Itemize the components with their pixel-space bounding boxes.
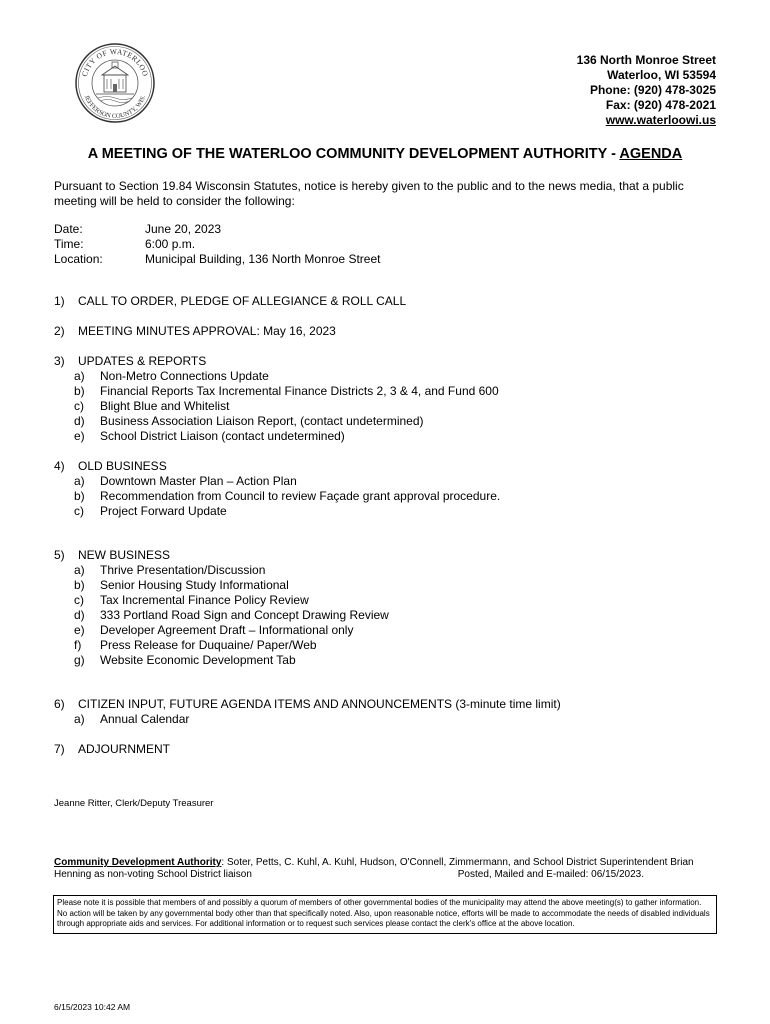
agenda-title: OLD BUSINESS (78, 459, 167, 473)
subitem-letter: a) (74, 712, 85, 726)
title-agenda: AGENDA (619, 146, 683, 162)
agenda-title: UPDATES & REPORTS (78, 354, 207, 368)
agenda-title: NEW BUSINESS (78, 548, 171, 562)
subitem-letter: b) (74, 578, 85, 592)
subitem-letter: e) (74, 429, 85, 443)
agenda-subitem (54, 474, 500, 489)
subitem-text: Annual Calendar (100, 712, 190, 726)
agenda-title: ADJOURNMENT (78, 742, 170, 756)
agenda-subitem (54, 384, 499, 399)
date-value: June 20, 2023 (145, 222, 222, 236)
agenda-subitem (54, 369, 499, 384)
agenda-item-5 (54, 548, 389, 668)
subitem-letter: a) (74, 474, 85, 488)
agenda-item-4 (54, 459, 500, 519)
agenda-title: CALL TO ORDER, PLEDGE OF ALLEGIANCE & ROLL CALL (78, 294, 407, 308)
agenda-subitem (54, 712, 561, 727)
website-link[interactable]: www.waterloowi.us (605, 113, 716, 127)
intro-paragraph: Pursuant to Section 19.84 Wisconsin Statutes, notice is hereby given to the public and to the news media, that a public meeting will be held to consider the following: (54, 179, 684, 208)
subitem-letter: a) (74, 369, 85, 383)
seal-top-text: CITY OF WATERLOO (79, 46, 151, 78)
meeting-details (54, 222, 380, 267)
address-fax: Fax: (920) 478-2021 (605, 98, 716, 112)
agenda-title: MEETING MINUTES APPROVAL: May 16, 2023 (78, 324, 336, 338)
agenda-subitem (54, 504, 500, 519)
subitem-letter: b) (74, 384, 85, 398)
agenda-number: 7) (54, 742, 65, 756)
members-label: Community Development Authority (54, 857, 222, 868)
subitem-text: Thrive Presentation/Discussion (100, 563, 266, 577)
agenda-number: 1) (54, 294, 65, 308)
members-list: : Soter, Petts, C. Kuhl, A. Kuhl, Hudson, O'Connell, Zimmermann, and School District Superintendent Brian (221, 857, 694, 868)
subitem-text: School District Liaison (contact undetermined) (100, 429, 345, 443)
subitem-text: 333 Portland Road Sign and Concept Drawing Review (100, 608, 389, 622)
subitem-letter: d) (74, 414, 85, 428)
subitem-letter: b) (74, 489, 85, 503)
subitem-text: Business Association Liaison Report, (contact undetermined) (100, 414, 424, 428)
agenda-subitem (54, 638, 389, 653)
agenda-subitem (54, 563, 389, 578)
subitem-text: Website Economic Development Tab (100, 653, 296, 667)
agenda-subitem (54, 623, 389, 638)
subitem-letter: a) (74, 563, 85, 577)
posted-date: Posted, Mailed and E-mailed: 06/15/2023. (457, 869, 644, 880)
subitem-letter: f) (74, 638, 82, 652)
agenda-subitem (54, 399, 499, 414)
subitem-letter: c) (74, 399, 84, 413)
subitem-letter: c) (74, 504, 84, 518)
members-liaison: Henning as non-voting School District liaison (54, 869, 252, 880)
date-label: Date: (54, 222, 83, 236)
accessibility-notice: Please note it is possible that members of and possibly a quorum of members of other governmental bodies of the municipality may attend the above meeting(s) to gather information. No action will be taken by any governmental body other than that specifically noted. Also, upon reasonable notice, efforts will be made to accommodate the needs of disabled individuals through appropriate aids and services. For additional information or to request such services please contact the clerk's office at the above location. (53, 895, 717, 934)
agenda-item-1 (54, 294, 406, 309)
agenda-subitem (54, 578, 389, 593)
agenda-subitem (54, 429, 499, 444)
subitem-text: Blight Blue and Whitelist (100, 399, 230, 413)
title-main: A MEETING OF THE WATERLOO COMMUNITY DEVELOPMENT AUTHORITY - (87, 146, 620, 162)
subitem-letter: d) (74, 608, 85, 622)
agenda-item-6 (54, 697, 561, 727)
agenda-number: 5) (54, 548, 65, 562)
subitem-text: Financial Reports Tax Incremental Finance Districts 2, 3 & 4, and Fund 600 (100, 384, 499, 398)
subitem-text: Tax Incremental Finance Policy Review (100, 593, 309, 607)
agenda-subitem (54, 489, 500, 504)
city-seal-logo (74, 42, 156, 124)
subitem-text: Non-Metro Connections Update (100, 369, 269, 383)
subitem-letter: e) (74, 623, 85, 637)
subitem-text: Downtown Master Plan – Action Plan (100, 474, 297, 488)
seal-bottom-text: JEFFERSON COUNTY, WIS. (82, 94, 148, 121)
agenda-number: 3) (54, 354, 65, 368)
location-value: Municipal Building, 136 North Monroe Street (145, 252, 381, 266)
address-phone: Phone: (920) 478-3025 (589, 83, 716, 97)
address-street: 136 North Monroe Street (576, 53, 716, 67)
address-block (577, 53, 716, 128)
agenda-title: CITIZEN INPUT, FUTURE AGENDA ITEMS AND ANNOUNCEMENTS (3-minute time limit) (78, 697, 561, 711)
subitem-text: Developer Agreement Draft – Informational only (100, 623, 354, 637)
location-label: Location: (54, 252, 103, 266)
page-title (0, 146, 770, 162)
agenda-item-3 (54, 354, 499, 444)
time-value: 6:00 p.m. (145, 237, 196, 251)
address-city: Waterloo, WI 53594 (607, 68, 716, 82)
subitem-text: Project Forward Update (100, 504, 227, 518)
subitem-text: Recommendation from Council to review Façade grant approval procedure. (100, 489, 501, 503)
agenda-subitem (54, 593, 389, 608)
agenda-number: 4) (54, 459, 65, 473)
agenda-item-7 (54, 742, 170, 757)
print-timestamp: 6/15/2023 10:42 AM (54, 1002, 131, 1012)
subitem-text: Senior Housing Study Informational (100, 578, 289, 592)
agenda-number: 2) (54, 324, 65, 338)
agenda-number: 6) (54, 697, 65, 711)
subitem-letter: g) (74, 653, 85, 667)
subitem-letter: c) (74, 593, 84, 607)
agenda-subitem (54, 414, 499, 429)
time-label: Time: (54, 237, 84, 251)
signer-name: Jeanne Ritter, Clerk/Deputy Treasurer (54, 798, 214, 809)
members-block (54, 857, 718, 881)
subitem-text: Press Release for Duquaine/ Paper/Web (100, 638, 317, 652)
agenda-subitem (54, 653, 389, 668)
agenda-subitem (54, 608, 389, 623)
agenda-item-2 (54, 324, 336, 339)
